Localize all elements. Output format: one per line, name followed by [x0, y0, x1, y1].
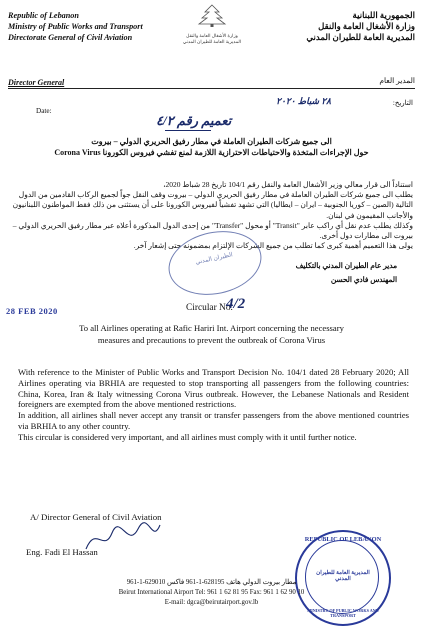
english-subject-line-1: To all Airlines operating at Rafic Hariri Int. Airport concerning the necessary [79, 323, 344, 333]
cedar-icon [195, 4, 229, 28]
director-general-label-ar: المدير العام [379, 76, 415, 85]
english-body [18, 367, 409, 443]
republic-title: Republic of Lebanon [8, 11, 79, 20]
arabic-paragraph-4: يولى هذا التعميم أهمية كبرى كما تطلب من جميع الشركات الإلتزام بمضمونه حتى إشعار آخر. [133, 241, 413, 251]
oval-stamp-text: الطيران المدني [195, 252, 234, 266]
circular-underline [165, 130, 211, 131]
circular-number: 4/2 [226, 296, 246, 312]
arabic-paragraph-1: استناداً الى قرار معالي وزير الأشغال العامة والنقل رقم 104/1 تاريخ 28 شباط 2020، [163, 180, 413, 189]
ministry-title-ar: وزارة الأشغال العامة والنقل [318, 21, 415, 31]
header-divider [8, 88, 415, 89]
arabic-paragraph-2: يطلب الى جميع شركات الطيران العاملة في مطار رفيق الحريري الدولي – بيروت وقف النقل جواً لجميع الركاب القادمين من الدول التالية (الصين – كوريا الجنوبية – ايران – ايطاليا) التي تشهد تفشياً لفيروس الكورونا على أن يستثنى من ذلك فقط المواطنون اللبنانيون والأجانب المقيمون في لبنان. [12, 190, 413, 220]
english-paragraph-1: With reference to the Minister of Public Works and Transport Decision No. 104/1 dated 28 February 2020; All Airlines operating via BRHIA are requested to stop transporting all passengers from the following countries: China, Korea, Iran & Italy witnessing Corona Virus outbreak. However, the Lebanese Nationals and Resident foreigners are exempted from the above mentioned restrictions. [18, 367, 409, 410]
footer-email: E-mail: dgca@beirutairport.gov.lb [164, 598, 259, 606]
cedar-emblem [170, 4, 254, 52]
arabic-paragraph-3: وكذلك يطلب عدم نقل أي راكب عابر "Transit" أو محول "Transfer" من إحدى الدول المذكورة أعلاه عبر مطار رفيق الحريري الدولي – بيروت الى مطارات دول أخرى. [12, 220, 413, 241]
date-stamp: 28 FEB 2020 [6, 306, 58, 316]
arabic-subject-line-2: حول الإجراءات المتخذة والاحتياطات الاحترازية اللازمة لمنع تفشي فيروس الكورونا Corona Virus [54, 148, 369, 157]
director-general-label: Director General [8, 78, 65, 87]
emblem-label-2: المديرية العامة للطيران المدني [182, 39, 242, 44]
english-subject [30, 322, 393, 346]
english-signatory-title: A/ Director General of Civil Aviation [30, 512, 162, 522]
footer-contact: Beirut International Airport Tel: 961 1 62 81 95 Fax: 961 1 62 90 10 [118, 588, 305, 596]
english-signatory-name: Eng. Fadi El Hassan [26, 547, 98, 557]
arabic-signatory-title: مدير عام الطيران المدني بالتكليف [295, 261, 397, 270]
footer-arabic: مطار بيروت الدولي هاتف 628195-1-961 فاكس 629010-1-961 [126, 579, 297, 586]
handwritten-date: ٢٨ شباط ٢٠٢٠ [276, 96, 331, 106]
seal-top-text: REPUBLIC OF LEBANON [304, 536, 382, 543]
seal-center-text: المديرية العامة للطيران المدني [316, 570, 370, 582]
arabic-signature-block [296, 259, 397, 287]
english-subject-line-2: measures and precautions to prevent the outbreak of Corona Virus [97, 335, 326, 345]
circular-number-ar: تعميم رقم ٤/٢ [156, 113, 232, 128]
arabic-subject-line-1: الى جميع شركات الطيران العاملة في مطار رفيق الحريري الدولي – بيروت [91, 137, 332, 146]
circular-label: Circular No. [186, 303, 233, 313]
ministry-title: Ministry of Public Works and Transport [8, 22, 143, 31]
english-paragraph-3: This circular is considered very important, and all airlines must comply with it until further notice. [18, 431, 357, 442]
date-label: Date: [36, 107, 52, 115]
republic-title-ar: الجمهورية اللبنانية [352, 10, 415, 20]
directorate-title-ar: المديرية العامة للطيران المدني [306, 32, 415, 42]
directorate-title: Directorate General of Civil Aviation [8, 33, 133, 42]
footer [10, 578, 413, 607]
letterhead-arabic [306, 10, 415, 43]
letterhead-english [8, 10, 143, 43]
emblem-label-1: وزارة الأشغال العامة والنقل [186, 33, 238, 38]
english-paragraph-2: In addition, all airlines shall never accept any transit or transfer passengers from the above mentioned countries via BRHIA to any other country. [18, 410, 409, 431]
date-label-ar: التاريخ: [392, 99, 413, 107]
arabic-subject [10, 136, 413, 158]
seal-bottom-text: MINISTRY OF PUBLIC WORKS AND TRANSPORT [307, 608, 379, 618]
arabic-signatory-name: المهندس فادي الحسن [330, 275, 397, 284]
